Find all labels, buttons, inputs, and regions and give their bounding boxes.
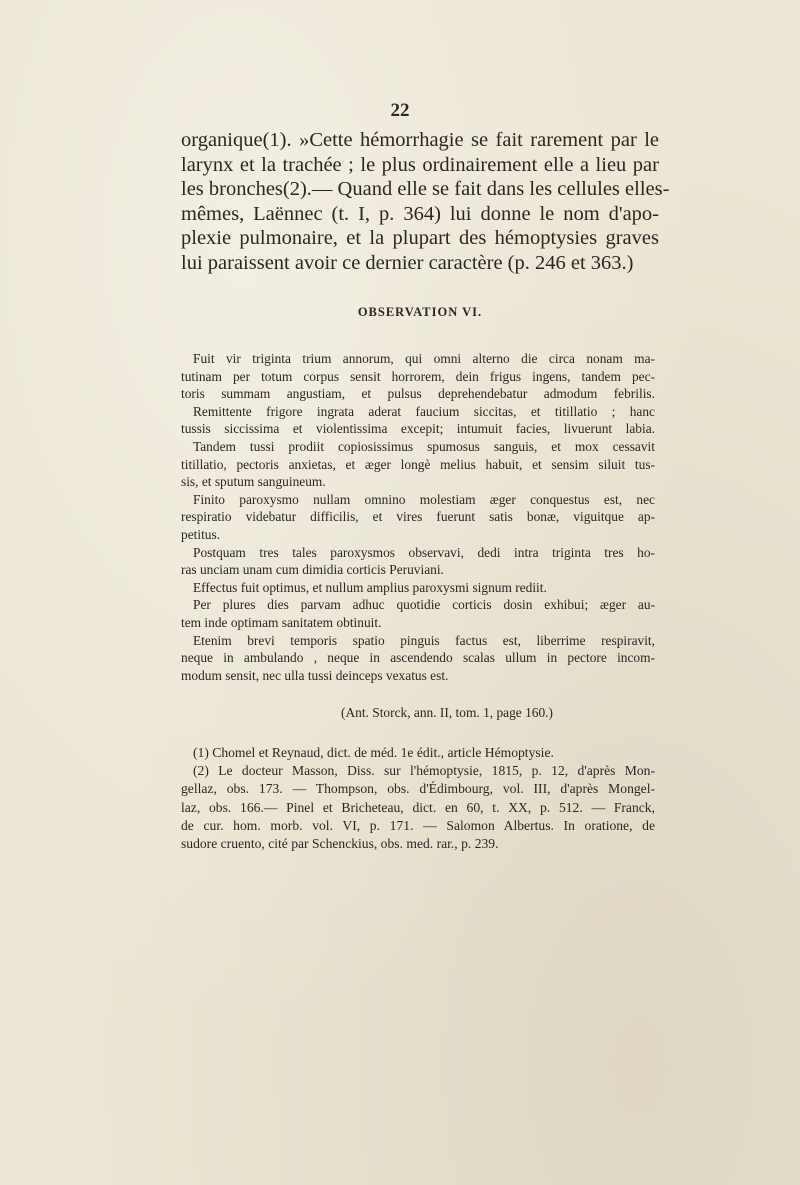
latin-line: Finito paroxysmo nullam omnino molestiam æger conquestus est, nec [193,491,655,507]
source-attribution: (Ant. Storck, ann. II, tom. 1, page 160.) [341,705,553,720]
intro-line: les bronches(2).— Quand elle se fait dans les cellules elles- [181,178,670,201]
latin-line: petitus. [181,526,221,542]
intro-paragraph [181,128,670,276]
latin-line: Postquam tres tales paroxysmos observavi, dedi intra triginta tres ho- [193,544,655,560]
latin-line: tussis siccissima et violentissima excepit; intumuit facies, livuerunt labia. [181,421,655,437]
intro-line: plexie pulmonaire, et la plupart des hémoptysies graves [181,227,659,250]
intro-line: larynx et la trachée ; le plus ordinairement elle a lieu par [181,153,659,176]
footnote-line: sudore cruento, cité par Schenckius, obs. med. rar., p. 239. [181,836,499,852]
footnote-line: (2) Le docteur Masson, Diss. sur l'hémoptysie, 1815, p. 12, d'après Mon- [193,763,655,779]
footnote-line: de cur. hom. morb. vol. VI, p. 171. — Salomon Albertus. In oratione, de [181,817,655,833]
latin-line: respiratio videbatur difficilis, et vires fuerunt satis bonæ, viguitque ap- [181,509,655,525]
footnotes [181,744,655,853]
latin-line: tutinam per totum corpus sensit horrorem, dein frigus ingens, tandem pec- [181,368,655,384]
latin-line: toris summam angustiam, et pulsus deprehendebatur admodum febrilis. [181,386,655,402]
intro-line: lui paraissent avoir ce dernier caractère (p. 246 et 363.) [181,251,634,274]
latin-line: Remittente frigore ingrata aderat faucium siccitas, et titillatio ; hanc [193,403,655,419]
intro-line: organique(1). »Cette hémorrhagie se fait rarement par le [181,129,659,151]
latin-line: neque in ambulando , neque in ascendendo scalas ullum in pectore incom- [181,650,655,666]
latin-line: Tandem tussi prodiit copiosissimus spumosus sanguis, et mox cessavit [193,438,655,454]
latin-line: ras unciam unam cum dimidia corticis Peruviani. [181,562,444,578]
observation-title: OBSERVATION VI. [357,305,483,319]
footnote-line: laz, obs. 166.— Pinel et Bricheteau, dict. en 60, t. XX, p. 512. — Franck, [181,799,655,815]
latin-line: modum sensit, nec ulla tussi deinceps vexatus est. [181,667,449,683]
intro-line: mêmes, Laënnec (t. I, p. 364) lui donne le nom d'apo- [181,202,659,225]
latin-line: sis, et sputum sanguineum. [181,474,326,490]
footnote-line: (1) Chomel et Reynaud, dict. de méd. 1e édit., article Hémoptysie. [193,745,554,760]
latin-line: titillatio, pectoris anxietas, et æger longè melius habuit, et sensim siluit tus- [181,456,655,472]
footnote-line: gellaz, obs. 173. — Thompson, obs. d'Édimbourg, vol. III, d'après Mongel- [181,781,655,797]
latin-line: Etenim brevi temporis spatio pinguis factus est, liberrime respiravit, [193,632,655,648]
latin-line: Fuit vir triginta trium annorum, qui omni alterno die circa nonam ma- [193,351,655,366]
latin-line: tem inde optimam sanitatem obtinuit. [181,614,382,630]
observation-text [181,350,655,684]
latin-line: Per plures dies parvam adhuc quotidie corticis dosin exhibui; æger au- [193,597,655,613]
latin-line: Effectus fuit optimus, et nullum amplius paroxysmi signum rediit. [193,579,547,595]
page-number: 22 [390,100,410,121]
